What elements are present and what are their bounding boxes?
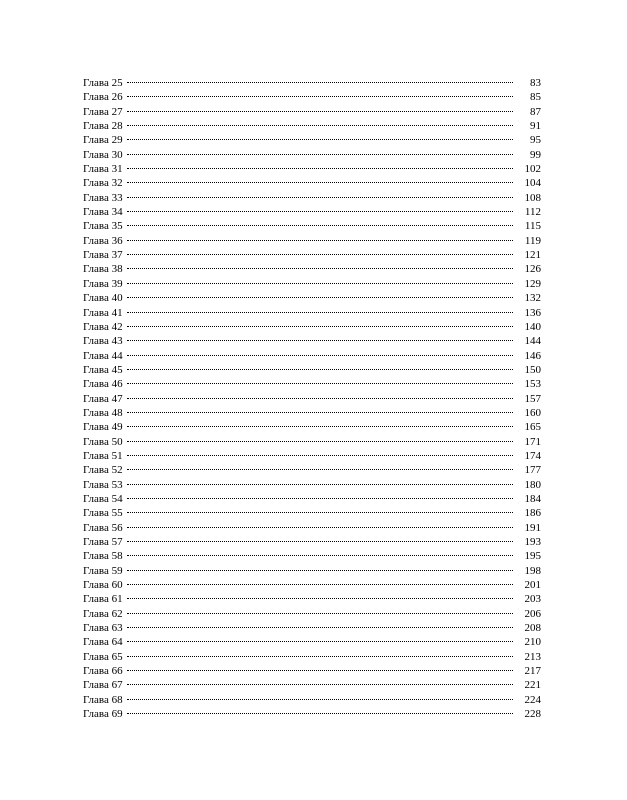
toc-entry[interactable] (83, 76, 541, 90)
toc-dot-leader (127, 197, 513, 198)
toc-dot-leader (127, 240, 513, 241)
toc-entry-page-number: 112 (524, 206, 541, 219)
toc-entry-title: Глава 31 (83, 163, 123, 176)
toc-entry-page-number: 144 (524, 335, 541, 348)
toc-entry[interactable] (83, 105, 541, 119)
toc-dot-leader (127, 225, 513, 226)
toc-entry-page-number: 186 (524, 507, 541, 520)
toc-entry-page-number: 126 (524, 263, 541, 276)
toc-entry[interactable] (83, 148, 541, 162)
toc-dot-leader (127, 598, 513, 599)
toc-dot-leader (127, 182, 513, 183)
toc-dot-leader (127, 498, 513, 499)
toc-entry-page-number: 95 (530, 134, 541, 147)
toc-dot-leader (127, 283, 513, 284)
toc-entry-page-number: 119 (524, 234, 541, 247)
toc-entry-title: Глава 43 (83, 335, 123, 348)
toc-entry-title: Глава 48 (83, 406, 123, 419)
toc-dot-leader (127, 527, 513, 528)
toc-dot-leader (127, 111, 513, 112)
toc-entry-page-number: 213 (524, 650, 541, 663)
toc-entry[interactable] (83, 392, 541, 406)
toc-entry-title: Глава 65 (83, 650, 123, 663)
toc-entry[interactable] (83, 320, 541, 334)
toc-entry[interactable] (83, 176, 541, 190)
toc-entry-page-number: 210 (524, 636, 541, 649)
toc-entry[interactable] (83, 506, 541, 520)
toc-entry[interactable] (83, 678, 541, 692)
toc-dot-leader (127, 326, 513, 327)
toc-entry[interactable] (83, 363, 541, 377)
toc-dot-leader (127, 641, 513, 642)
toc-dot-leader (127, 398, 513, 399)
toc-dot-leader (127, 469, 513, 470)
toc-entry-page-number: 201 (524, 579, 541, 592)
toc-entry-title: Глава 69 (83, 708, 123, 721)
toc-entry-page-number: 191 (524, 521, 541, 534)
toc-entry[interactable] (83, 133, 541, 147)
toc-entry-title: Глава 61 (83, 593, 123, 606)
toc-entry-title: Глава 64 (83, 636, 123, 649)
toc-entry-page-number: 224 (524, 693, 541, 706)
toc-entry[interactable] (83, 621, 541, 635)
toc-entry-page-number: 115 (524, 220, 541, 233)
toc-entry[interactable] (83, 592, 541, 606)
toc-entry-title: Глава 49 (83, 421, 123, 434)
toc-entry[interactable] (83, 535, 541, 549)
toc-entry[interactable] (83, 492, 541, 506)
toc-entry-page-number: 171 (524, 435, 541, 448)
toc-entry[interactable] (83, 191, 541, 205)
toc-entry-page-number: 102 (524, 163, 541, 176)
toc-entry[interactable] (83, 377, 541, 391)
toc-entry[interactable] (83, 205, 541, 219)
toc-entry-page-number: 99 (530, 148, 541, 161)
toc-dot-leader (127, 340, 513, 341)
toc-entry-page-number: 208 (524, 622, 541, 635)
toc-entry-page-number: 91 (530, 120, 541, 133)
toc-entry-title: Глава 38 (83, 263, 123, 276)
toc-entry-title: Глава 50 (83, 435, 123, 448)
toc-entry-page-number: 121 (524, 249, 541, 262)
toc-entry[interactable] (83, 693, 541, 707)
toc-entry[interactable] (83, 449, 541, 463)
toc-entry-page-number: 206 (524, 607, 541, 620)
toc-entry[interactable] (83, 306, 541, 320)
toc-entry-title: Глава 40 (83, 292, 123, 305)
toc-entry-page-number: 228 (524, 708, 541, 721)
toc-dot-leader (127, 670, 513, 671)
toc-entry-page-number: 221 (524, 679, 541, 692)
toc-entry-page-number: 140 (524, 320, 541, 333)
toc-dot-leader (127, 455, 513, 456)
toc-dot-leader (127, 154, 513, 155)
toc-entry-page-number: 108 (524, 191, 541, 204)
toc-entry[interactable] (83, 334, 541, 348)
toc-entry-title: Глава 32 (83, 177, 123, 190)
toc-entry[interactable] (83, 478, 541, 492)
toc-entry-title: Глава 51 (83, 449, 123, 462)
toc-dot-leader (127, 254, 513, 255)
toc-dot-leader (127, 211, 513, 212)
toc-entry-title: Глава 66 (83, 665, 123, 678)
toc-dot-leader (127, 125, 513, 126)
toc-entry-title: Глава 58 (83, 550, 123, 563)
toc-entry[interactable] (83, 90, 541, 104)
toc-dot-leader (127, 555, 513, 556)
toc-dot-leader (127, 441, 513, 442)
toc-entry-title: Глава 34 (83, 206, 123, 219)
toc-entry[interactable] (83, 119, 541, 133)
toc-entry-page-number: 150 (524, 363, 541, 376)
toc-entry-page-number: 132 (524, 292, 541, 305)
toc-dot-leader (127, 139, 513, 140)
toc-entry[interactable] (83, 277, 541, 291)
toc-dot-leader (127, 699, 513, 700)
toc-dot-leader (127, 168, 513, 169)
toc-entry-title: Глава 28 (83, 120, 123, 133)
toc-entry[interactable] (83, 248, 541, 262)
toc-entry-title: Глава 63 (83, 622, 123, 635)
table-of-contents (83, 76, 541, 721)
toc-dot-leader (127, 426, 513, 427)
toc-entry[interactable] (83, 291, 541, 305)
toc-entry[interactable] (83, 463, 541, 477)
toc-dot-leader (127, 570, 513, 571)
toc-dot-leader (127, 96, 513, 97)
toc-entry[interactable] (83, 406, 541, 420)
toc-dot-leader (127, 512, 513, 513)
toc-entry-title: Глава 62 (83, 607, 123, 620)
toc-entry-page-number: 136 (524, 306, 541, 319)
toc-dot-leader (127, 484, 513, 485)
toc-entry-page-number: 174 (524, 449, 541, 462)
toc-dot-leader (127, 383, 513, 384)
toc-entry-page-number: 195 (524, 550, 541, 563)
toc-entry-page-number: 153 (524, 378, 541, 391)
toc-entry-page-number: 160 (524, 406, 541, 419)
toc-dot-leader (127, 312, 513, 313)
toc-dot-leader (127, 684, 513, 685)
toc-entry-page-number: 146 (524, 349, 541, 362)
toc-entry-page-number: 104 (524, 177, 541, 190)
toc-dot-leader (127, 713, 513, 714)
toc-entry-page-number: 165 (524, 421, 541, 434)
toc-dot-leader (127, 412, 513, 413)
toc-entry-page-number: 180 (524, 478, 541, 491)
toc-entry[interactable] (83, 578, 541, 592)
toc-entry[interactable] (83, 607, 541, 621)
toc-entry[interactable] (83, 219, 541, 233)
toc-dot-leader (127, 656, 513, 657)
toc-entry[interactable] (83, 635, 541, 649)
toc-entry-page-number: 193 (524, 536, 541, 548)
toc-entry-title: Глава 29 (83, 134, 123, 147)
toc-entry-title: Глава 68 (83, 693, 123, 706)
toc-entry-title: Глава 44 (83, 349, 123, 362)
toc-entry-title: Глава 35 (83, 220, 123, 233)
toc-entry[interactable] (83, 521, 541, 535)
toc-entry-title: Глава 30 (83, 148, 123, 161)
toc-entry-title: Глава 60 (83, 579, 123, 592)
toc-entry-title: Глава 46 (83, 378, 123, 391)
toc-entry-page-number: 157 (524, 392, 541, 405)
toc-dot-leader (127, 369, 513, 370)
toc-entry-title: Глава 41 (83, 306, 123, 319)
toc-dot-leader (127, 627, 513, 628)
toc-entry[interactable] (83, 349, 541, 363)
toc-entry-title: Глава 25 (83, 77, 123, 89)
toc-dot-leader (127, 355, 513, 356)
toc-entry-page-number: 85 (530, 91, 541, 104)
toc-entry[interactable] (83, 707, 541, 721)
toc-entry-title: Глава 57 (83, 536, 123, 548)
toc-dot-leader (127, 268, 513, 269)
toc-dot-leader (127, 82, 513, 83)
toc-entry-title: Глава 56 (83, 521, 123, 534)
toc-entry-title: Глава 45 (83, 363, 123, 376)
toc-entry-title: Глава 27 (83, 105, 123, 118)
toc-entry-title: Глава 42 (83, 320, 123, 333)
toc-entry[interactable] (83, 650, 541, 664)
toc-dot-leader (127, 297, 513, 298)
toc-entry-page-number: 129 (524, 277, 541, 290)
toc-entry-page-number: 198 (524, 564, 541, 577)
toc-entry[interactable] (83, 549, 541, 563)
toc-entry-title: Глава 54 (83, 492, 123, 505)
toc-dot-leader (127, 584, 513, 585)
toc-entry[interactable] (83, 234, 541, 248)
toc-entry-title: Глава 67 (83, 679, 123, 692)
toc-entry-title: Глава 55 (83, 507, 123, 520)
toc-dot-leader (127, 541, 513, 542)
toc-entry-title: Глава 36 (83, 234, 123, 247)
toc-entry-title: Глава 26 (83, 91, 123, 104)
toc-entry-title: Глава 53 (83, 478, 123, 491)
toc-entry-title: Глава 59 (83, 564, 123, 577)
toc-entry-page-number: 83 (530, 77, 541, 89)
toc-entry-page-number: 184 (524, 492, 541, 505)
toc-entry-title: Глава 33 (83, 191, 123, 204)
toc-entry[interactable] (83, 162, 541, 176)
toc-entry-title: Глава 52 (83, 464, 123, 477)
toc-entry-title: Глава 47 (83, 392, 123, 405)
toc-entry[interactable] (83, 664, 541, 678)
toc-entry[interactable] (83, 420, 541, 434)
toc-entry-page-number: 177 (524, 464, 541, 477)
toc-entry-title: Глава 39 (83, 277, 123, 290)
toc-dot-leader (127, 613, 513, 614)
toc-entry-page-number: 203 (524, 593, 541, 606)
toc-entry-page-number: 87 (530, 105, 541, 118)
toc-entry-page-number: 217 (524, 665, 541, 678)
toc-entry[interactable] (83, 564, 541, 578)
toc-entry[interactable] (83, 435, 541, 449)
toc-entry[interactable] (83, 262, 541, 276)
toc-entry-title: Глава 37 (83, 249, 123, 262)
